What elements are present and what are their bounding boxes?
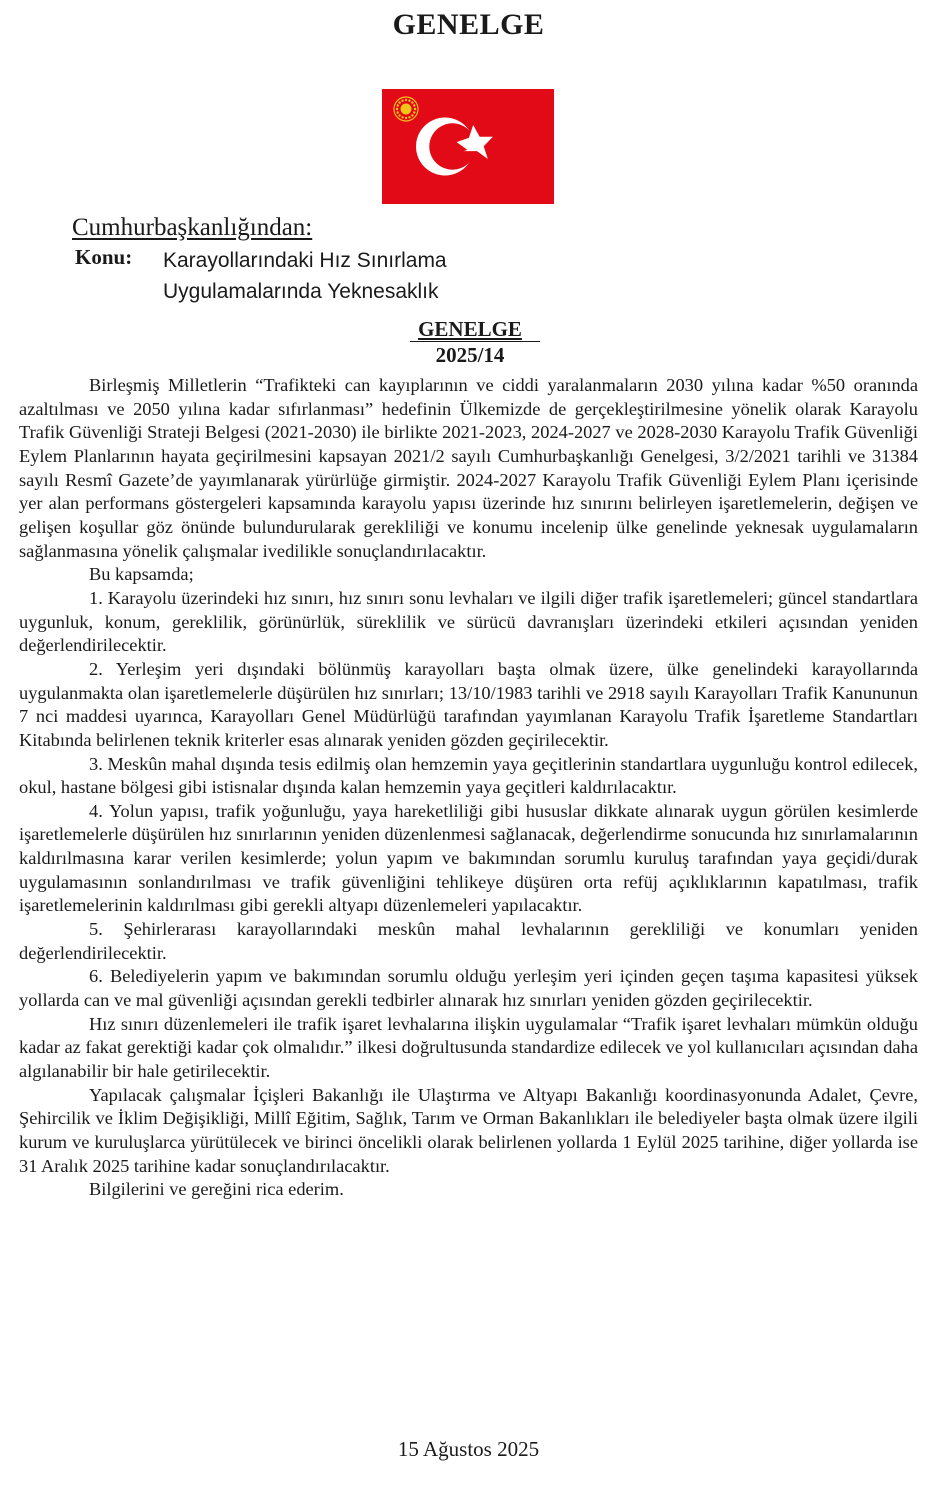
paragraph-intro: Birleşmiş Milletlerin “Trafikteki can kayıplarının ve ciddi yaralanmaların 2030 yılına kadar %50 oranında azaltılması ve 2050 yılına kadar sıfırlanması” hedefinin Ülkemizde de gerçekleştirilmesine yönelik olarak Karayolu Trafik Güvenliği Strateji Belgesi (2021-2030) ile birlikte 2021-2023, 2024-2027 ve 2028-2030 Karayolu Trafik Güvenliği Eylem Planlarının hayata geçirilmesini kapsayan 2021/2 sayılı Cumhurbaşkanlığı Genelgesi, 3/2/2021 tarihli ve 31384 sayılı Resmî Gazete’de yayımlanarak yürürlüğe girmiştir. 2024-2027 Karayolu Trafik Güvenliği Eylem Planı içerisinde yer alan performans göstergeleri kapsamında karayolu yapısı üzerinde hız sınırını belirleyen işaretlemelerin, değişen ve gelişen koşullar göz önünde bulundurularak gerekliliği ve konumu incelenip ülke genelinde yeknesak uygulamaların sağlanmasına yönelik çalışmalar ivedilikle sonuçlandırılacaktır.	[19, 375, 918, 561]
paragraph-item-1: 1. Karayolu üzerindeki hız sınırı, hız sınırı sonu levhaları ve ilgili diğer trafik işaretlemeleri; güncel standartlara uygunluk, konum, gereklilik, görünürlük, süreklilik ve sürücü davranışları üzerindeki etkileri açısından yeniden değerlendirilecektir.	[19, 587, 918, 656]
circular-heading	[400, 316, 540, 368]
paragraph-item-2: 2. Yerleşim yeri dışındaki bölünmüş karayolları başta olmak üzere, ülke genelindeki karayollarında uygulanmakta olan işaretlemelerle düşürülen hız sınırları; 13/10/1983 tarihli ve 2918 sayılı Karayolları Trafik Kanununun 7 nci maddesi uyarınca, Karayolları Genel Müdürlüğü tarafından yayımlanan Karayolu Trafik İşaretleme Standartları Kitabında belirlenen teknik kriterler esas alınarak yeniden gözden geçirilecektir.	[19, 658, 918, 750]
subject-line-2: Uygulamalarında Yeknesaklık	[163, 280, 439, 303]
subject-text	[163, 245, 583, 307]
circular-number: 2025/14	[435, 343, 505, 367]
subject-label: Konu:	[75, 245, 133, 269]
subject-line-1: Karayollarındaki Hız Sınırlama	[163, 249, 447, 272]
paragraph-standardization: Hız sınırı düzenlemeleri ile trafik işaret levhalarına ilişkin uygulamalar “Trafik işaret levhaları mümkün olduğu kadar az fakat gerektiği kadar çok olmalıdır.” ilkesi doğrultusunda standardize edilecek ve yol kullanıcıları açısından daha algılanabilir bir hale getirilecektir.	[19, 1013, 918, 1082]
turkish-flag-emblem-icon	[382, 89, 554, 204]
circular-rule-divider	[410, 341, 540, 342]
circular-title: GENELGE	[418, 317, 522, 341]
paragraph-coordination: Yapılacak çalışmalar İçişleri Bakanlığı ile Ulaştırma ve Altyapı Bakanlığı koordinasyonunda Adalet, Çevre, Şehircilik ve İklim Değişikliği, Millî Eğitim, Sağlık, Tarım ve Orman Bakanlıkları ile belediyeler başta olmak üzere ilgili kurum ve kuruluşlarca yürütülecek ve birinci öncelikli olarak belirlenen yollarda 1 Eylül 2025 tarihine, diğer yollarda ise 31 Aralık 2025 tarihine kadar sonuçlandırılacaktır.	[19, 1084, 918, 1176]
issuer-heading: Cumhurbaşkanlığından:	[72, 214, 313, 241]
paragraph-item-4: 4. Yolun yapısı, trafik yoğunluğu, yaya hareketliliği gibi hususlar dikkate alınarak uygun görülen kesimlerde işaretlemelerle düşürülen hız sınırlarının yeniden düzenlenmesi sağlanacak, değerlendirme sonucunda hız sınırlamalarının kaldırılmasına karar verilen kesimlerde; yolun yapım ve bakımından sorumlu kuruluş tarafından yaya geçidi/durak uygulamasının sonlandırılması ve trafik güvenliğini tehlikeye düşüren orta refüj açıklıklarının kapatılması, trafik işaretlemelerinin kaldırılması gibi gerekli altyapı düzenlemeleri yapılacaktır.	[19, 800, 918, 916]
paragraph-closing: Bilgilerini ve gereğini rica ederim.	[89, 1179, 344, 1200]
paragraph-item-3: 3. Meskûn mahal dışında tesis edilmiş olan hemzemin yaya geçitlerinin standartlara uygunluğu kontrol edilecek, okul, hastane bölgesi gibi istisnalar dışında kalan hemzemin yaya geçitleri kaldırılacaktır.	[19, 753, 918, 798]
paragraph-scope: Bu kapsamda;	[89, 564, 194, 585]
document-title: GENELGE	[392, 8, 545, 41]
paragraph-item-6: 6. Belediyelerin yapım ve bakımından sorumlu olduğu yerleşim yeri içinden geçen taşıma kapasitesi yüksek yollarda can ve mal güvenliği açısından gerekli tedbirler alınarak hız sınırları yeniden gözden geçirilecektir.	[19, 966, 918, 1011]
document-body	[19, 374, 918, 1202]
document-date: 15 Ağustos 2025	[397, 1437, 540, 1461]
paragraph-item-5: 5. Şehirlerarası karayollarındaki meskûn mahal levhalarının gerekliliği ve konumları yeniden değerlendirilecektir.	[19, 919, 918, 963]
presidential-seal-icon	[394, 97, 418, 121]
